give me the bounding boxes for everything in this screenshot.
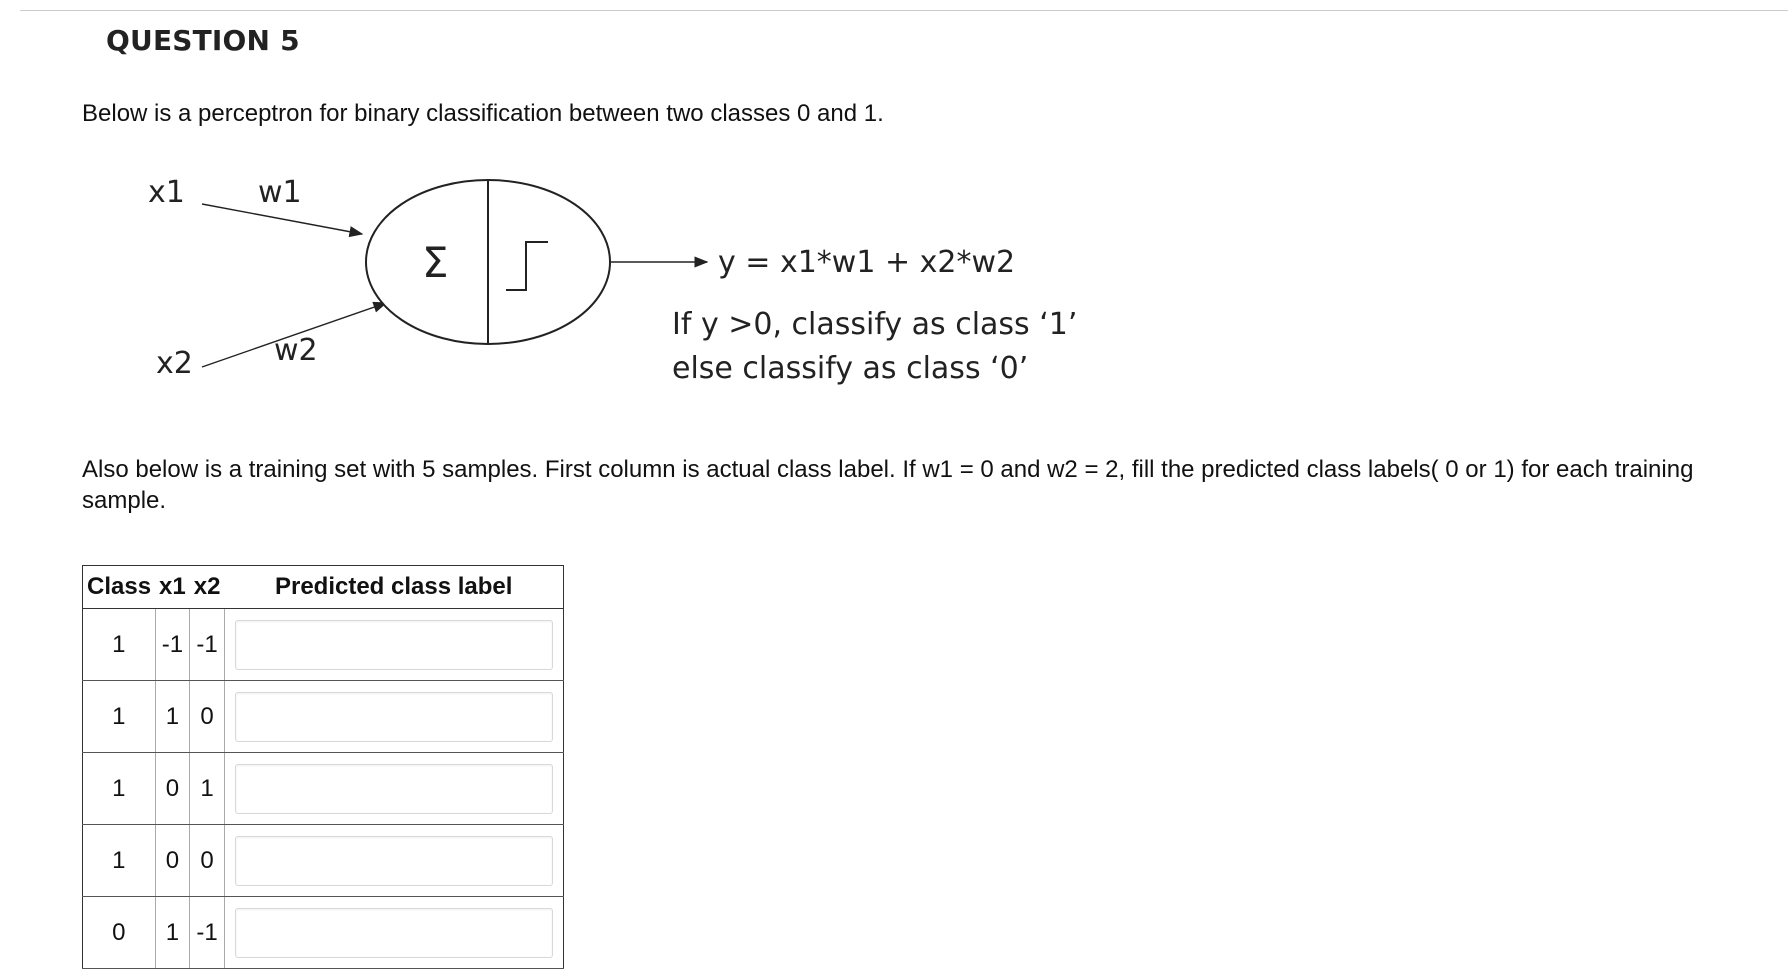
- cell-x1: 1: [155, 681, 190, 753]
- header-x2: x2: [190, 566, 225, 609]
- question-title: QUESTION 5: [106, 24, 300, 57]
- table-row: [83, 897, 564, 969]
- question-instructions: Also below is a training set with 5 samples. First column is actual class label. If w1 = 0 and w2 = 2, fill the predicted class labels( 0 or 1) for each training sample.: [82, 456, 1694, 514]
- sum-symbol: Σ: [422, 238, 449, 287]
- cell-x1: 0: [155, 753, 190, 825]
- cell-x2: -1: [190, 897, 225, 969]
- cell-x2: 1: [190, 753, 225, 825]
- cell-x2: 0: [190, 681, 225, 753]
- predicted-label-input[interactable]: [235, 908, 553, 958]
- perceptron-diagram: [82, 160, 1142, 420]
- cell-class: 1: [83, 609, 156, 681]
- cell-x2: -1: [190, 609, 225, 681]
- predicted-label-input[interactable]: [235, 836, 553, 886]
- weight-w1-label: w1: [258, 175, 302, 210]
- cell-x2: 0: [190, 825, 225, 897]
- predicted-label-input[interactable]: [235, 764, 553, 814]
- predicted-label-input[interactable]: [235, 620, 553, 670]
- header-class: Class: [83, 566, 156, 609]
- cell-x1: 1: [155, 897, 190, 969]
- predicted-label-input[interactable]: [235, 692, 553, 742]
- table-header-row: [83, 566, 564, 609]
- input-x2-label: x2: [156, 346, 193, 381]
- question-intro: Below is a perceptron for binary classification between two classes 0 and 1.: [82, 100, 884, 127]
- cell-x1: 0: [155, 825, 190, 897]
- cell-predicted: [224, 825, 563, 897]
- header-predicted: Predicted class label: [224, 566, 563, 609]
- top-divider: [20, 10, 1788, 11]
- cell-predicted: [224, 609, 563, 681]
- table-row: [83, 753, 564, 825]
- cell-x1: -1: [155, 609, 190, 681]
- output-equation: y = x1*w1 + x2*w2: [718, 245, 1016, 280]
- classification-rule-1: If y >0, classify as class ‘1’: [672, 307, 1078, 342]
- training-set-table: [82, 565, 564, 969]
- cell-predicted: [224, 681, 563, 753]
- cell-predicted: [224, 753, 563, 825]
- cell-class: 1: [83, 825, 156, 897]
- cell-class: 1: [83, 753, 156, 825]
- weight-w2-label: w2: [274, 333, 318, 368]
- cell-predicted: [224, 897, 563, 969]
- cell-class: 0: [83, 897, 156, 969]
- classification-rule-2: else classify as class ‘0’: [672, 351, 1029, 386]
- cell-class: 1: [83, 681, 156, 753]
- header-x1: x1: [155, 566, 190, 609]
- input-x1-label: x1: [148, 175, 185, 210]
- table-row: [83, 681, 564, 753]
- table-row: [83, 609, 564, 681]
- table-row: [83, 825, 564, 897]
